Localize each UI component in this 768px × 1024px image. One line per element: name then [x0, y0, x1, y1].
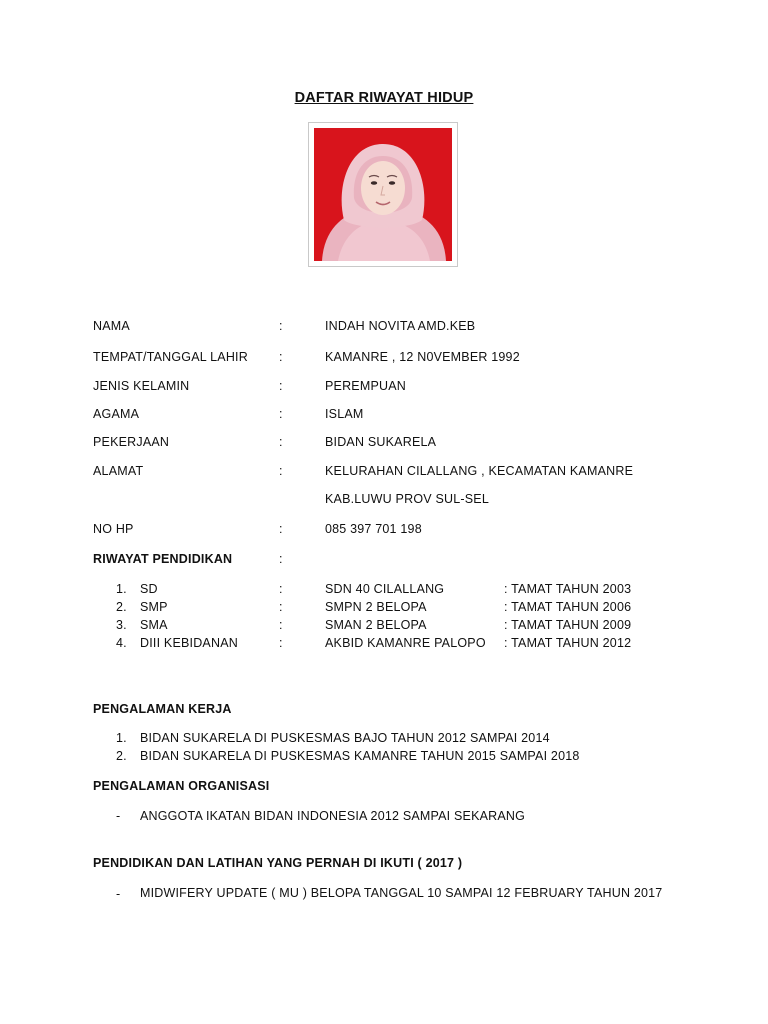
field-row-address [0, 462, 768, 480]
field-label: ALAMAT [93, 464, 144, 478]
education-heading-row [0, 550, 768, 568]
list-number: 3. [116, 618, 127, 632]
field-value: BIDAN SUKARELA [325, 435, 437, 449]
list-bullet: - [116, 809, 121, 823]
education-item [0, 616, 768, 634]
field-row-phone [0, 520, 768, 538]
education-level: SD [140, 582, 158, 596]
list-text: ANGGOTA IKATAN BIDAN INDONESIA 2012 SAMPAI SEKARANG [140, 809, 526, 823]
field-colon: : [279, 582, 283, 596]
education-item [0, 634, 768, 652]
field-colon: : [279, 636, 283, 650]
field-colon: : [279, 618, 283, 632]
list-text: BIDAN SUKARELA DI PUSKESMAS KAMANRE TAHUN 2015 SAMPAI 2018 [140, 749, 580, 763]
field-colon: : [279, 552, 283, 566]
education-level: SMP [140, 600, 168, 614]
education-school: AKBID KAMANRE PALOPO [325, 636, 486, 650]
education-year: : TAMAT TAHUN 2003 [504, 582, 632, 596]
field-colon: : [279, 522, 283, 536]
education-item [0, 598, 768, 616]
work-heading-row [0, 700, 768, 718]
education-year: : TAMAT TAHUN 2009 [504, 618, 632, 632]
field-row-gender [0, 377, 768, 395]
field-value: INDAH NOVITA AMD.KEB [325, 319, 476, 333]
organization-heading-row [0, 777, 768, 795]
training-heading: PENDIDIKAN DAN LATIHAN YANG PERNAH DI IKUTI ( 2017 ) [93, 856, 463, 870]
list-number: 1. [116, 731, 127, 745]
training-heading-row [0, 854, 768, 872]
field-row-birth [0, 348, 768, 366]
profile-photo-icon [314, 128, 452, 261]
field-colon: : [279, 435, 283, 449]
education-school: SMPN 2 BELOPA [325, 600, 427, 614]
field-colon: : [279, 600, 283, 614]
field-row-occupation [0, 433, 768, 451]
field-row-religion [0, 405, 768, 423]
field-colon: : [279, 464, 283, 478]
list-text: MIDWIFERY UPDATE ( MU ) BELOPA TANGGAL 10 SAMPAI 12 FEBRUARY TAHUN 2017 [140, 886, 663, 900]
field-value: KELURAHAN CILALLANG , KECAMATAN KAMANRE [325, 464, 634, 478]
document-title: DAFTAR RIWAYAT HIDUP [294, 90, 474, 106]
education-school: SMAN 2 BELOPA [325, 618, 427, 632]
education-level: DIII KEBIDANAN [140, 636, 238, 650]
education-year: : TAMAT TAHUN 2012 [504, 636, 632, 650]
list-bullet: - [116, 887, 121, 901]
field-row-address-line2 [0, 490, 768, 508]
field-label: JENIS KELAMIN [93, 379, 190, 393]
field-label: NO HP [93, 522, 134, 536]
field-label: PEKERJAAN [93, 435, 170, 449]
education-heading: RIWAYAT PENDIDIKAN [93, 552, 233, 566]
field-label: TEMPAT/TANGGAL LAHIR [93, 350, 248, 364]
field-label: AGAMA [93, 407, 140, 421]
list-item [0, 729, 768, 747]
profile-photo [308, 122, 458, 267]
list-item [0, 747, 768, 765]
field-value: PEREMPUAN [325, 379, 406, 393]
field-value: ISLAM [325, 407, 364, 421]
organization-heading: PENGALAMAN ORGANISASI [93, 779, 270, 793]
list-item [0, 807, 768, 825]
field-label: NAMA [93, 319, 130, 333]
education-item [0, 580, 768, 598]
field-colon: : [279, 407, 283, 421]
field-row-name [0, 317, 768, 335]
field-colon: : [279, 319, 283, 333]
list-text: BIDAN SUKARELA DI PUSKESMAS BAJO TAHUN 2012 SAMPAI 2014 [140, 731, 550, 745]
field-colon: : [279, 350, 283, 364]
field-value: KAB.LUWU PROV SUL-SEL [325, 492, 489, 506]
field-colon: : [279, 379, 283, 393]
work-heading: PENGALAMAN KERJA [93, 702, 232, 716]
education-level: SMA [140, 618, 168, 632]
field-value: KAMANRE , 12 N0VEMBER 1992 [325, 350, 520, 364]
education-year: : TAMAT TAHUN 2006 [504, 600, 632, 614]
list-number: 2. [116, 749, 127, 763]
list-number: 4. [116, 636, 127, 650]
list-number: 1. [116, 582, 127, 596]
list-number: 2. [116, 600, 127, 614]
education-school: SDN 40 CILALLANG [325, 582, 445, 596]
list-item [0, 885, 768, 921]
field-value: 085 397 701 198 [325, 522, 422, 536]
